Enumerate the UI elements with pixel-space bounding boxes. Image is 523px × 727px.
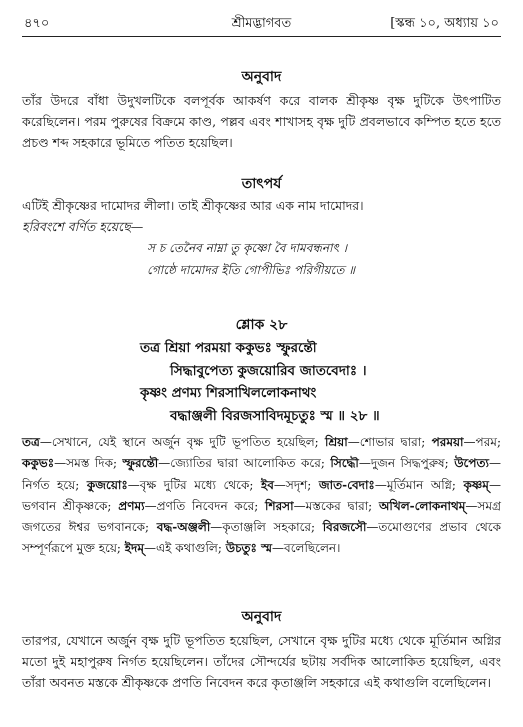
synonym-meaning: —বৃক্ষ দুটির মধ্যে থেকে; bbox=[127, 477, 261, 492]
chapter-reference: [স্কন্ধ ১০, অধ্যায় ১০ bbox=[390, 16, 499, 31]
synonym-meaning: —মূর্তিমান অগ্নি; bbox=[374, 477, 464, 492]
purport-heading: তাৎপর্য bbox=[241, 176, 282, 192]
synonym-word: ককুভঃ bbox=[22, 456, 55, 471]
synonym-word: কৃষ্ণম্ bbox=[463, 477, 489, 492]
verse-line: কৃষ্ণং প্রণম্য শিরসাখিললোকনাথং bbox=[140, 385, 317, 401]
page-header bbox=[24, 14, 499, 32]
translation-section-2 bbox=[22, 608, 501, 693]
purport-section bbox=[22, 175, 501, 237]
synonym-meaning: —এই কথাগুলি; bbox=[144, 541, 226, 556]
synonym-word: ইদম্ bbox=[124, 541, 145, 556]
synonym-meaning: —প্রণতি নিবেদন করে; bbox=[144, 498, 266, 513]
synonym-meaning: —দুজন সিদ্ধপুরুষ; bbox=[358, 456, 455, 471]
synonym-word: অখিল-লোকনাথম্ bbox=[379, 498, 466, 513]
purport-quote bbox=[147, 237, 503, 281]
synonym-meaning: —সমগ্র জগতের ঈশ্বর ভগবানকে; bbox=[22, 498, 501, 535]
header-rule bbox=[22, 36, 501, 37]
synonym-word: বদ্ধ-অঞ্জলী bbox=[156, 520, 211, 535]
synonyms-section bbox=[22, 432, 501, 560]
synonym-word: সিদ্ধৌ bbox=[330, 456, 359, 471]
synonym-meaning: —শোভার দ্বারা; bbox=[347, 435, 432, 449]
translation-section bbox=[22, 68, 501, 153]
synonym-word: প্রণম্য bbox=[118, 498, 145, 513]
quote-line: গোষ্ঠে দামোদর ইতি গোপীভিঃ পরিগীয়তে ॥ bbox=[147, 263, 355, 277]
quote-line: স চ তেনৈব নাম্না তু কৃষ্ণো বৈ দামবন্ধনাৎ । bbox=[147, 241, 348, 255]
synonym-word: তত্র bbox=[22, 435, 40, 449]
verse-line: তত্র শ্রিয়া পরময়া ককুভঃ স্ফুরন্তৌ bbox=[140, 340, 317, 356]
synonym-meaning: —পরম; bbox=[463, 435, 501, 449]
synonym-meaning: —জ্যোতির দ্বারা আলোকিত করে; bbox=[158, 456, 331, 471]
synonym-meaning: —নির্গত হয়ে; bbox=[22, 456, 501, 492]
synonym-word: জাত-বেদাঃ bbox=[318, 477, 375, 492]
verse-heading-block bbox=[22, 316, 501, 334]
synonym-word: কুজয়োঃ bbox=[86, 477, 128, 492]
translation-text: তাঁর উদরে বাঁধা উদুখলটিকে বলপূর্বক আকর্ষণ করে বালক শ্রীকৃষ্ণ বৃক্ষ দুটিকে উৎপাটিত করেছিলেন। পরম পুরুষের বিক্রমে কাণ্ড, পল্লব এবং শাখাসহ বৃক্ষ দুটি প্রবলভাবে কম্পিত হতে হতে প্রচণ্ড শব্দ সহকারে ভূমিতে পতিত হয়েছিল। bbox=[22, 93, 501, 150]
sanskrit-verse bbox=[140, 337, 499, 427]
synonym-meaning: —সদৃশ; bbox=[273, 477, 319, 492]
synonym-word: বিরজসৌ bbox=[322, 520, 367, 535]
synonym-word: স্ফুরন্তৌ bbox=[122, 456, 159, 471]
synonym-meaning: —সেখানে, যেই স্থানে অর্জুন বৃক্ষ দুটি ভূপতিত হয়েছিল; bbox=[39, 435, 326, 449]
purport-quote-intro: হরিবংশে বর্ণিত হয়েছে— bbox=[22, 219, 144, 234]
page-number: ৪৭০ bbox=[24, 16, 50, 31]
synonym-meaning: —কৃতাঞ্জলি সহকারে; bbox=[210, 520, 323, 535]
verse-line: বদ্ধাঞ্জলী বিরজসাবিদমূচতুঃ স্ম ॥ ২৮ ॥ bbox=[170, 407, 380, 424]
synonym-word: উচতুঃ স্ম bbox=[225, 541, 273, 556]
synonym-word: পরময়া bbox=[431, 435, 464, 449]
synonym-meaning: —তমোগুণের প্রভাব থেকে সম্পূর্ণরূপে মুক্ত হয়ে; bbox=[22, 520, 501, 556]
translation-text: তারপর, যেখানে অর্জুন বৃক্ষ দুটি ভূপতিত হয়েছিল, সেখানে বৃক্ষ দুটির মধ্যে থেকে মূর্তিমান অগ্নির মতো দুই মহাপুরুষ নির্গত হয়েছিলেন। তাঁদের সৌন্দর্যের ছটায় সর্বদিক আলোকিত হয়েছিল, এবং তাঁরা অবনত মস্তকে শ্রীকৃষ্ণকে প্রণতি নিবেদন করে কৃতাঞ্জলি সহকারে এই কথাগুলি বলেছিলেন। bbox=[22, 633, 501, 690]
synonym-word: শ্রিয়া bbox=[325, 435, 348, 449]
synonym-word: ইব bbox=[261, 477, 274, 492]
synonym-meaning: —সমস্ত দিক; bbox=[54, 456, 123, 471]
verse-heading: শ্লোক ২৮ bbox=[235, 317, 288, 333]
verse-line: সিদ্ধাবুপেত্য কুজয়োরিব জাতবেদাঃ । bbox=[170, 362, 367, 379]
synonym-word: শিরসা bbox=[265, 498, 294, 513]
synonym-meaning: —বলেছিলেন। bbox=[272, 541, 341, 556]
synonym-meaning: —ভগবান শ্রীকৃষ্ণকে; bbox=[22, 477, 501, 513]
book-title: শ্রীমদ্ভাগবত bbox=[231, 16, 292, 31]
synonym-meaning: —মস্তকের দ্বারা; bbox=[293, 498, 380, 513]
purport-text: এটিই শ্রীকৃষ্ণের দামোদর লীলা। তাই শ্রীকৃষ্ণের আর এক নাম দামোদর। bbox=[22, 198, 364, 213]
translation-heading: অনুবাদ bbox=[241, 69, 282, 85]
synonym-word: উপেত্য bbox=[454, 456, 489, 471]
word-for-word-synonyms bbox=[22, 432, 501, 560]
translation-heading: অনুবাদ bbox=[241, 609, 282, 625]
